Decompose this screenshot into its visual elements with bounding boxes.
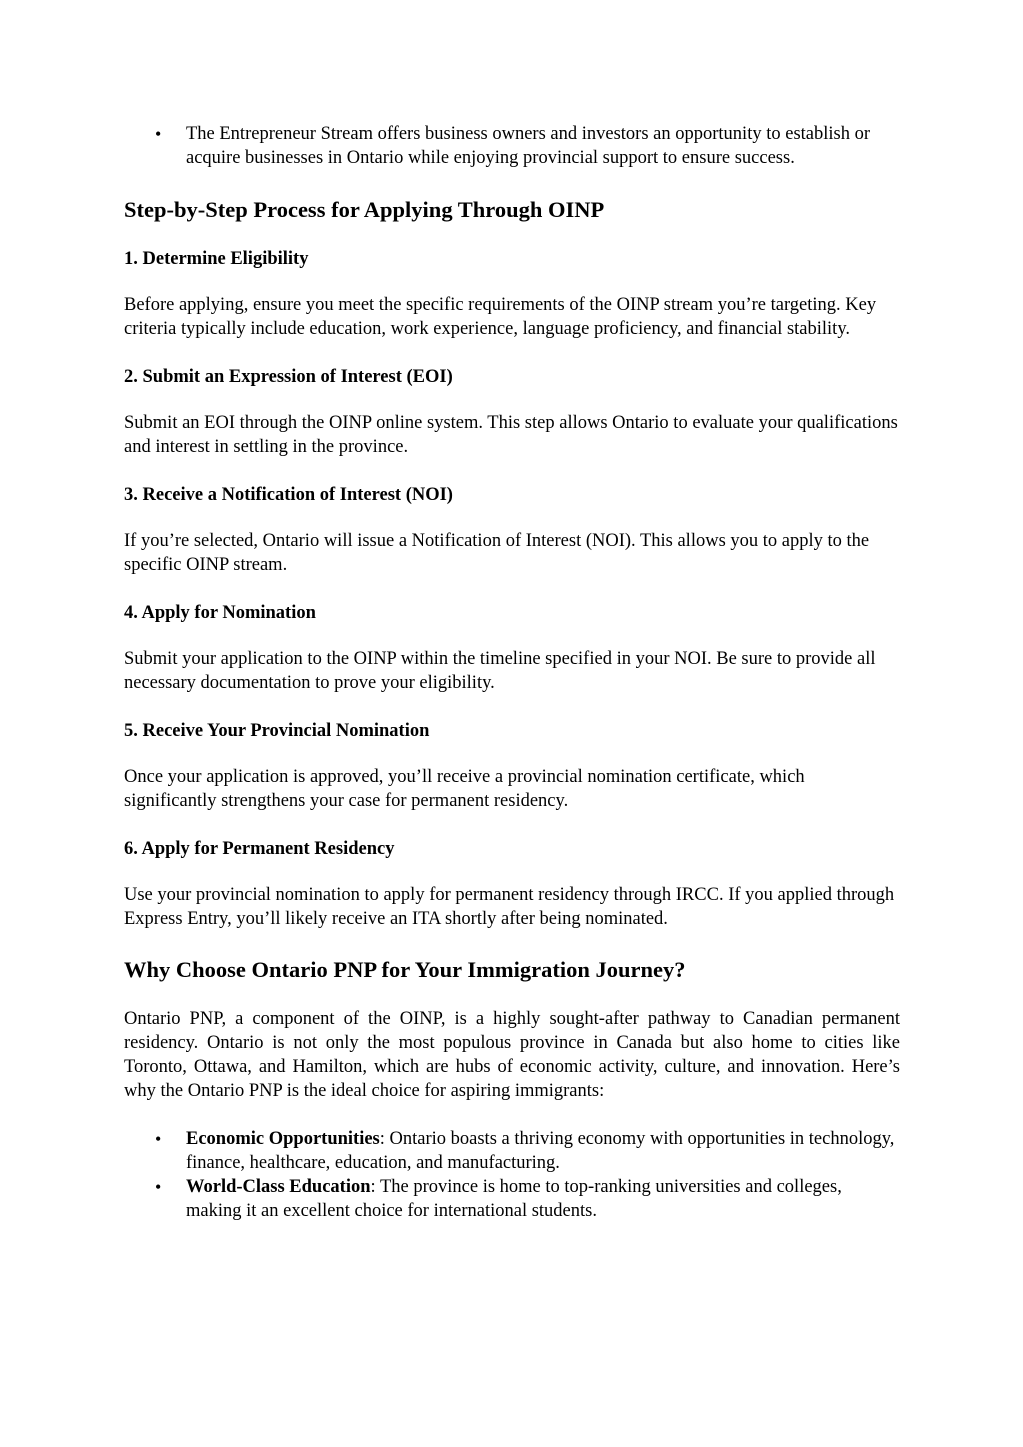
bullet-text: : Ontario boasts a thriving economy with opportunities in technology, finance, healthcare, education, and manufacturing. — [186, 1129, 895, 1173]
list-item — [124, 122, 900, 170]
step-body: If you’re selected, Ontario will issue a Notification of Interest (NOI). This allows you to apply to the specific OINP stream. — [124, 531, 870, 575]
bullet-label: Economic Opportunities — [186, 1129, 380, 1149]
step-title: 1. Determine Eligibility — [124, 249, 309, 269]
intro-bullet-text: The Entrepreneur Stream offers business owners and investors an opportunity to establish or acquire businesses in Ontario while enjoying provincial support to ensure success. — [186, 124, 871, 168]
bullet-icon: • — [155, 124, 162, 144]
step-title: 6. Apply for Permanent Residency — [124, 839, 395, 859]
step-body: Submit an EOI through the OINP online system. This step allows Ontario to evaluate your qualifications and interest in settling in the province. — [124, 413, 898, 457]
step-title: 3. Receive a Notification of Interest (NOI) — [124, 485, 453, 505]
why-heading: Why Choose Ontario PNP for Your Immigration Journey? — [124, 957, 686, 982]
why-body: Ontario PNP, a component of the OINP, is a highly sought-after pathway to Canadian permanent residency. Ontario is not only the most populous province in Canada but also home to cities like Toronto, Ottawa, and Hamilton, which are hubs of economic activity, culture, and innovation. Here’s why the Ontario PNP is the ideal choice for aspiring immigrants: — [124, 1009, 900, 1101]
why-bullet-list — [124, 1127, 900, 1223]
bullet-icon: • — [155, 1129, 162, 1149]
step-title: 4. Apply for Nomination — [124, 603, 316, 623]
step-body: Once your application is approved, you’ll receive a provincial nomination certificate, which significantly strengthens your case for permanent residency. — [124, 767, 805, 811]
step-body: Use your provincial nomination to apply for permanent residency through IRCC. If you applied through Express Entry, you’ll likely receive an ITA shortly after being nominated. — [124, 885, 895, 929]
list-item — [124, 1175, 900, 1223]
step-body: Submit your application to the OINP within the timeline specified in your NOI. Be sure to provide all necessary documentation to prove your eligibility. — [124, 649, 876, 693]
list-item — [124, 1127, 900, 1175]
step-title: 2. Submit an Expression of Interest (EOI) — [124, 367, 453, 387]
bullet-icon: • — [155, 1177, 162, 1197]
document-page — [124, 122, 900, 1223]
process-heading: Step-by-Step Process for Applying Through OINP — [124, 197, 605, 222]
intro-bullet-list — [124, 122, 900, 170]
bullet-label: World-Class Education — [186, 1177, 371, 1197]
step-title: 5. Receive Your Provincial Nomination — [124, 721, 430, 741]
step-body: Before applying, ensure you meet the specific requirements of the OINP stream you’re targeting. Key criteria typically include education, work experience, language proficiency, and financial stability. — [124, 295, 877, 339]
bullet-text: : The province is home to top-ranking universities and colleges, making it an excellent choice for international students. — [186, 1177, 842, 1221]
